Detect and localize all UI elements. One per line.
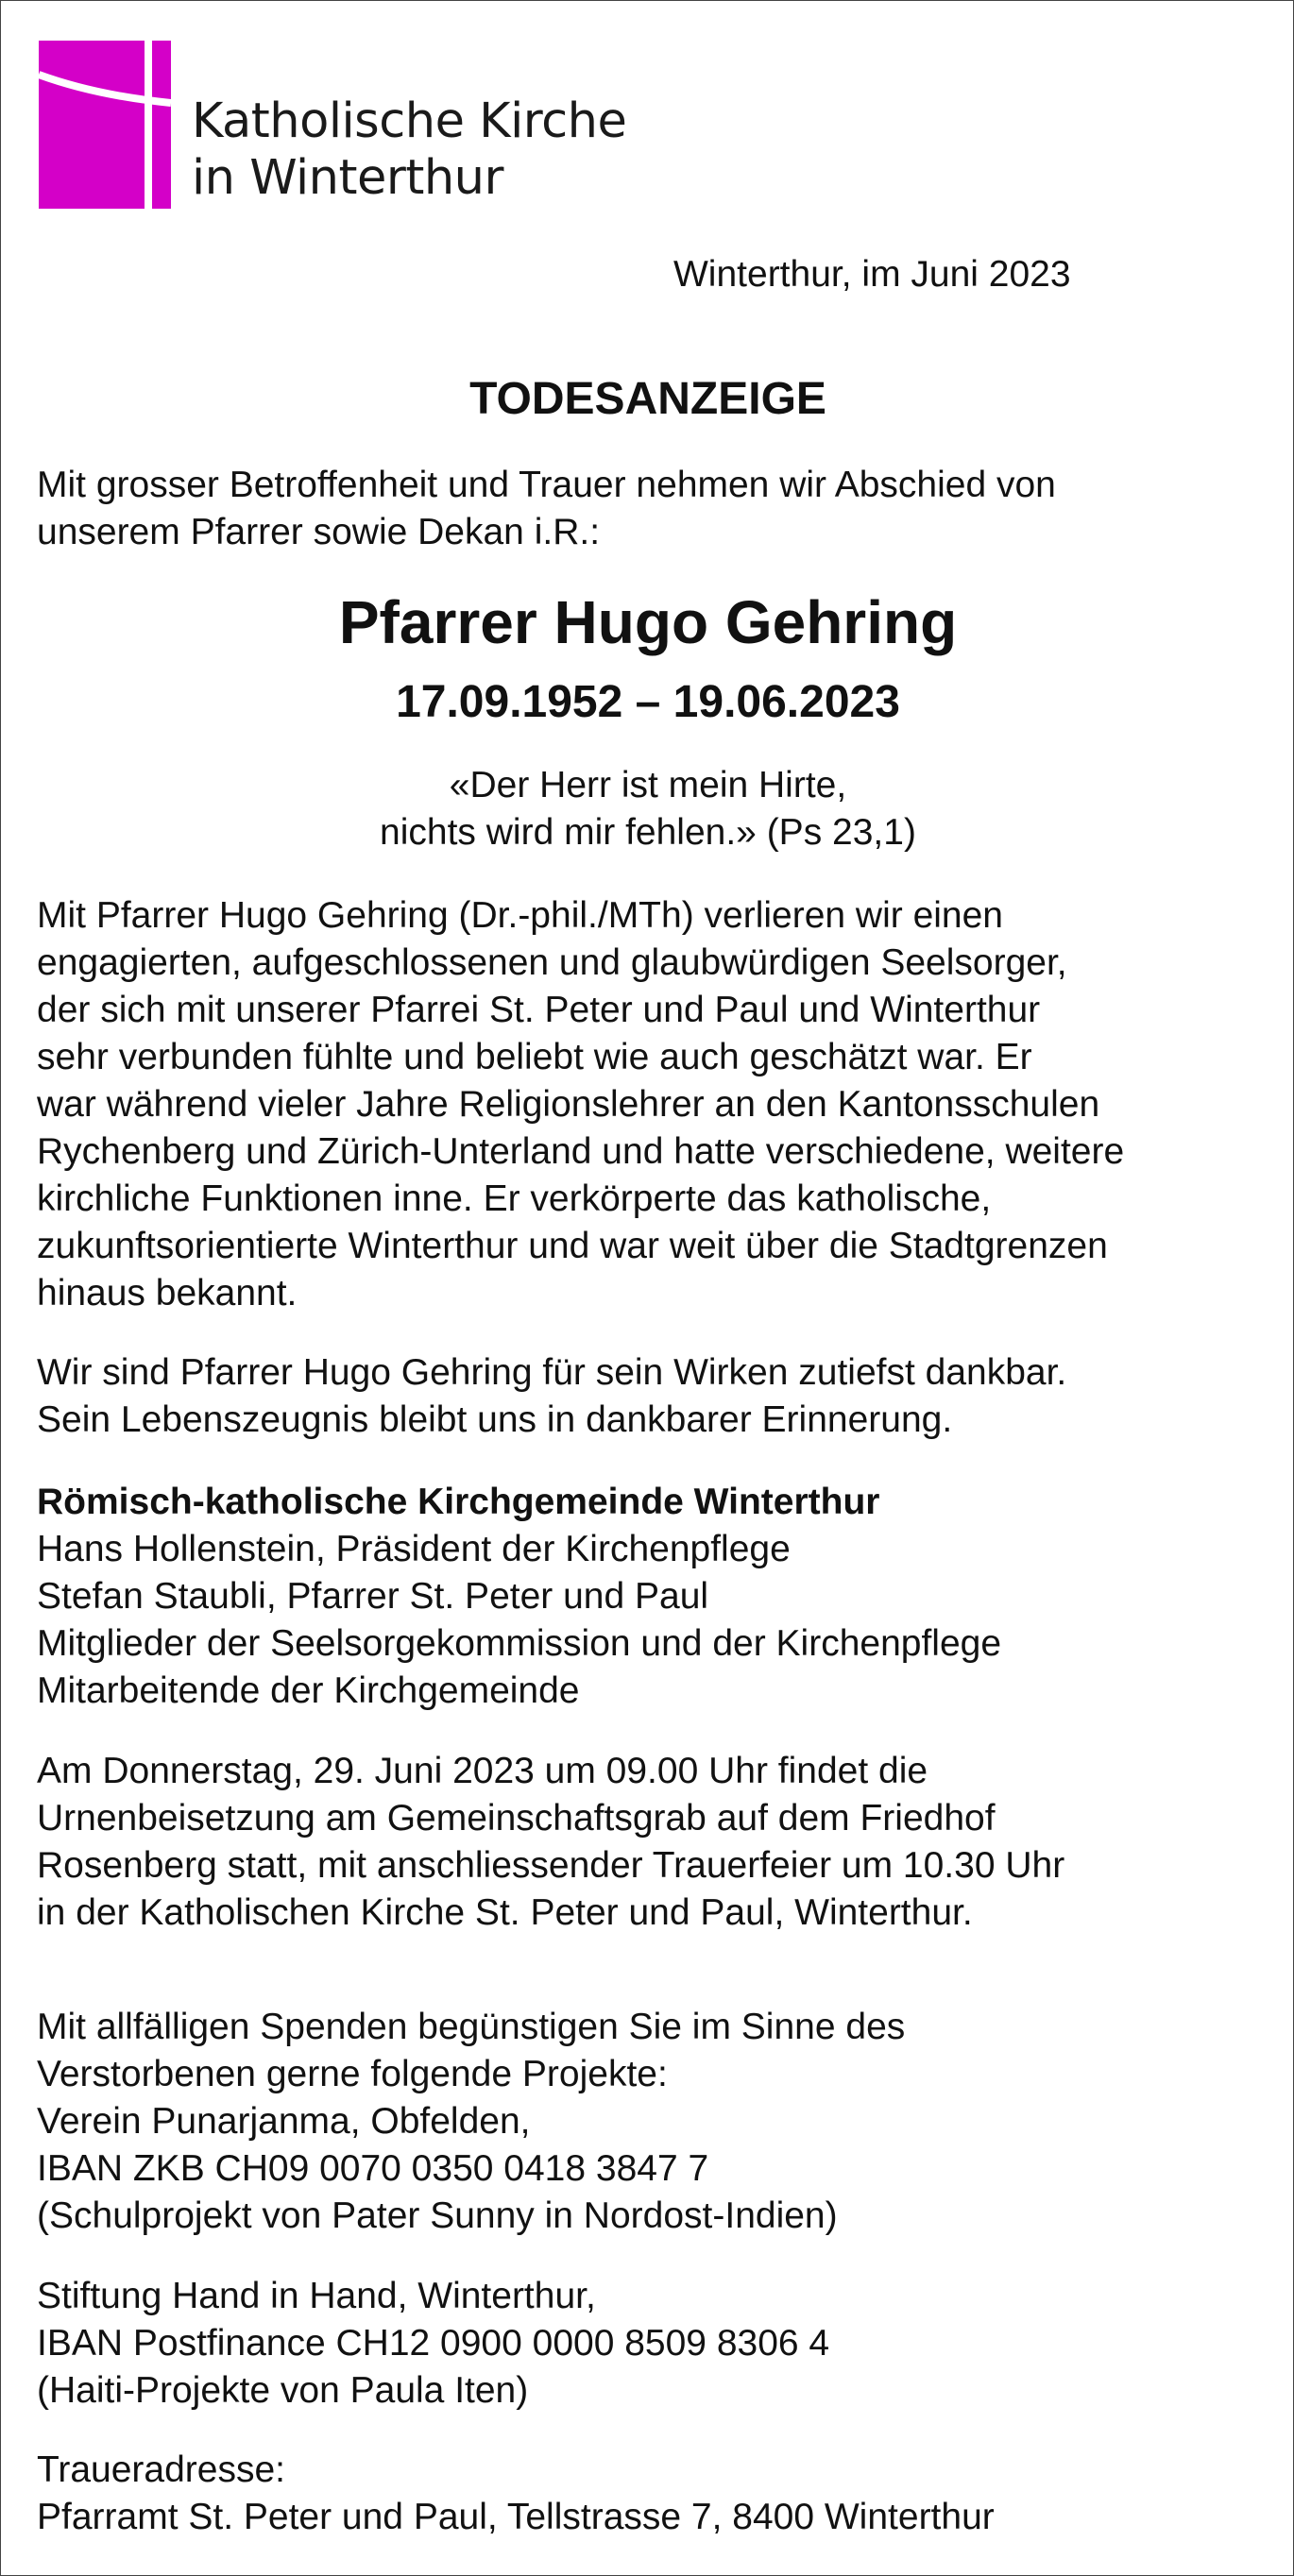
bible-quote xyxy=(1,762,1294,856)
signatory-line: Mitarbeitende der Kirchgemeinde xyxy=(37,1670,580,1711)
tribute-line: engagierten, aufgeschlossenen und glaubwürdigen Seelsorger, xyxy=(37,942,1067,983)
tribute-line: zukunftsorientierte Winterthur und war weit über die Stadtgrenzen xyxy=(37,1226,1108,1266)
gratitude-line: Wir sind Pfarrer Hugo Gehring für sein Wirken zutiefst dankbar. xyxy=(37,1352,1067,1393)
donation-line: Verein Punarjanma, Obfelden, xyxy=(37,2101,531,2142)
tribute-paragraph xyxy=(37,892,1124,1317)
church-cross-logo-icon xyxy=(39,41,171,209)
tribute-line: der sich mit unserer Pfarrei St. Peter und Paul und Winterthur xyxy=(37,990,1041,1030)
ceremony-line: Rosenberg statt, mit anschliessender Trauerfeier um 10.30 Uhr xyxy=(37,1845,1065,1886)
tribute-line: Mit Pfarrer Hugo Gehring (Dr.-phil./MTh) verlieren wir einen xyxy=(37,895,1003,936)
logo-line-2: in Winterthur xyxy=(192,150,503,206)
quote-line: nichts wird mir fehlen.» (Ps 23,1) xyxy=(380,812,916,853)
foundation-line: IBAN Postfinance CH12 0900 0000 8509 8306 4 xyxy=(37,2323,830,2364)
ceremony-line: Am Donnerstag, 29. Juni 2023 um 09.00 Uhr findet die xyxy=(37,1751,928,1791)
ceremony-paragraph xyxy=(37,1748,1064,1937)
donations-paragraph xyxy=(37,2004,905,2240)
foundation-line: (Haiti-Projekte von Paula Iten) xyxy=(37,2370,529,2411)
parish-title: Römisch-katholische Kirchgemeinde Winterthur xyxy=(37,1482,880,1522)
gratitude-line: Sein Lebenszeugnis bleibt uns in dankbarer Erinnerung. xyxy=(37,1399,953,1440)
signatories-block xyxy=(37,1479,1001,1715)
address-line: Pfarramt St. Peter und Paul, Tellstrasse 7, 8400 Winterthur xyxy=(37,2497,995,2537)
address-block xyxy=(37,2447,995,2541)
tribute-line: Rychenberg und Zürich-Unterland und hatte verschiedene, weitere xyxy=(37,1131,1125,1172)
ceremony-line: Urnenbeisetzung am Gemeinschaftsgrab auf dem Friedhof xyxy=(37,1798,996,1839)
life-dates: 17.09.1952 – 19.06.2023 xyxy=(396,677,900,727)
signatory-line: Hans Hollenstein, Präsident der Kirchenpflege xyxy=(37,1529,791,1569)
signatory-line: Mitglieder der Seelsorgekommission und der Kirchenpflege xyxy=(37,1623,1002,1664)
tribute-line: kirchliche Funktionen inne. Er verkörperte das katholische, xyxy=(37,1178,992,1219)
tribute-line: war während vieler Jahre Religionslehrer an den Kantonsschulen xyxy=(37,1084,1100,1125)
logo-line-1: Katholische Kirche xyxy=(192,93,627,149)
intro-line: unserem Pfarrer sowie Dekan i.R.: xyxy=(37,512,601,552)
intro-line: Mit grosser Betroffenheit und Trauer nehmen wir Abschied von xyxy=(37,465,1056,505)
foundation-line: Stiftung Hand in Hand, Winterthur, xyxy=(37,2276,596,2316)
quote-line: «Der Herr ist mein Hirte, xyxy=(449,765,847,805)
date-line: Winterthur, im Juni 2023 xyxy=(673,254,1071,295)
ceremony-line: in der Katholischen Kirche St. Peter und Paul, Winterthur. xyxy=(37,1892,973,1933)
donation-line: IBAN ZKB CH09 0070 0350 0418 3847 7 xyxy=(37,2148,709,2189)
church-logo xyxy=(39,41,626,209)
tribute-line: sehr verbunden fühlte und beliebt wie auch geschätzt war. Er xyxy=(37,1037,1032,1077)
address-label: Traueradresse: xyxy=(37,2449,286,2490)
foundation-paragraph xyxy=(37,2273,829,2415)
church-logo-text xyxy=(192,93,626,207)
donation-line: Verstorbenen gerne folgende Projekte: xyxy=(37,2054,668,2094)
intro-paragraph xyxy=(37,462,1056,556)
gratitude-paragraph xyxy=(37,1349,1066,1444)
donation-line: Mit allfälligen Spenden begünstigen Sie im Sinne des xyxy=(37,2007,906,2047)
donation-line: (Schulprojekt von Pater Sunny in Nordost-Indien) xyxy=(37,2195,838,2236)
deceased-name: Pfarrer Hugo Gehring xyxy=(338,588,958,656)
notice-heading: TODESANZEIGE xyxy=(469,374,826,424)
signatory-line: Stefan Staubli, Pfarrer St. Peter und Paul xyxy=(37,1576,709,1617)
tribute-line: hinaus bekannt. xyxy=(37,1273,298,1313)
